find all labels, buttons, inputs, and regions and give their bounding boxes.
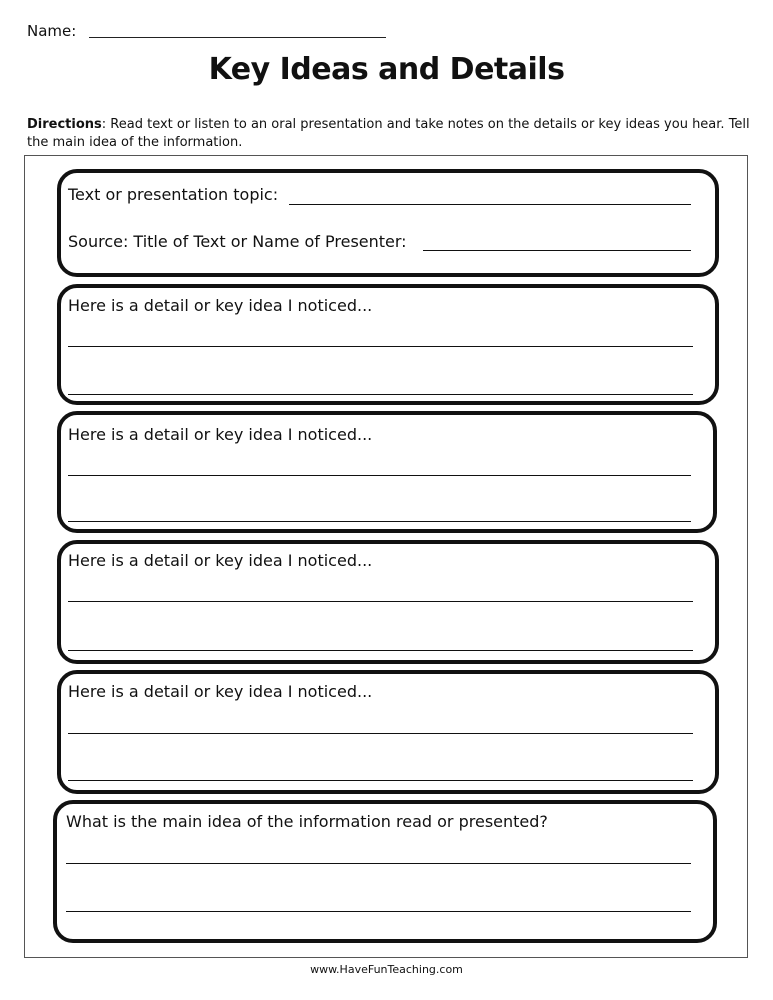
writing-line[interactable] — [68, 475, 691, 476]
name-field[interactable] — [89, 37, 386, 38]
detail-label: Here is a detail or key idea I noticed... — [68, 682, 373, 701]
directions — [27, 116, 757, 152]
writing-line[interactable] — [68, 601, 693, 602]
detail-box — [57, 540, 719, 664]
directions-label: Directions — [27, 117, 102, 132]
detail-label: Here is a detail or key idea I noticed... — [68, 425, 373, 444]
name-label: Name: — [27, 22, 77, 40]
topic-field[interactable] — [289, 204, 691, 205]
writing-line[interactable] — [68, 394, 693, 395]
detail-box — [57, 284, 719, 405]
writing-line[interactable] — [66, 911, 691, 912]
detail-label: Here is a detail or key idea I noticed... — [68, 551, 373, 570]
writing-line[interactable] — [68, 650, 693, 651]
directions-text: : Read text or listen to an oral presentation and take notes on the details or key ideas you hear. Tell the main idea of the information. — [27, 117, 750, 150]
source-label: Source: Title of Text or Name of Presenter: — [68, 232, 407, 251]
topic-label: Text or presentation topic: — [68, 185, 279, 204]
main-idea-box — [53, 800, 717, 943]
writing-line[interactable] — [68, 780, 693, 781]
writing-line[interactable] — [68, 521, 691, 522]
detail-box — [57, 670, 719, 794]
source-field[interactable] — [423, 250, 691, 251]
detail-box — [57, 411, 717, 533]
page-title: Key Ideas and Details — [208, 52, 565, 87]
writing-line[interactable] — [68, 733, 693, 734]
detail-label: Here is a detail or key idea I noticed... — [68, 296, 373, 315]
writing-line[interactable] — [68, 346, 693, 347]
writing-line[interactable] — [66, 863, 691, 864]
main-idea-label: What is the main idea of the information read or presented? — [66, 812, 548, 831]
topic-box — [57, 169, 719, 277]
footer-url: www.HaveFunTeaching.com — [310, 963, 463, 976]
